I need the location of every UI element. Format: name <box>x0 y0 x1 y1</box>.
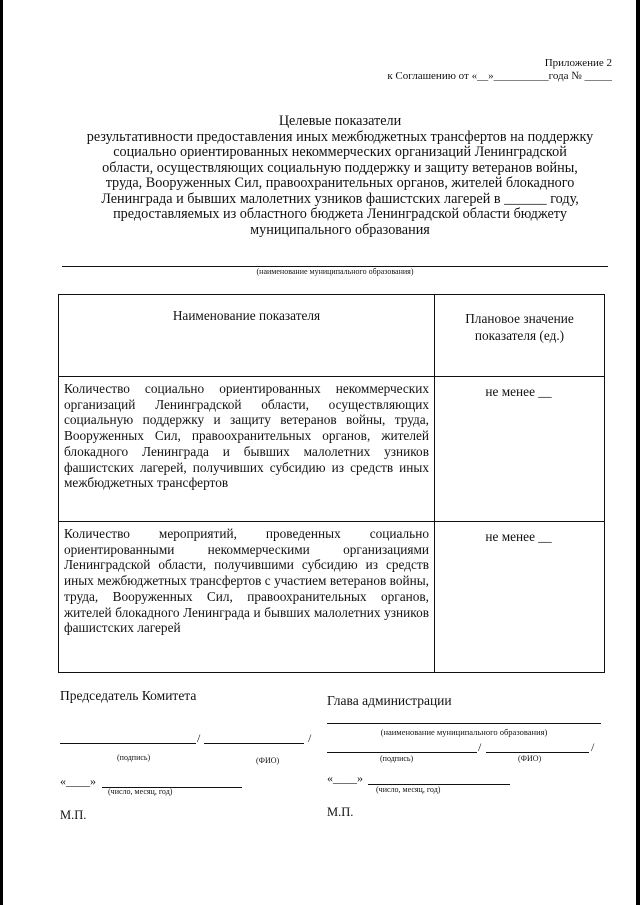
right-fio-caption: (ФИО) <box>518 754 542 763</box>
left-signature-caption: (подпись) <box>117 753 151 762</box>
right-fio-line <box>486 752 589 753</box>
left-seal-label: М.П. <box>60 808 87 822</box>
appendix-header <box>387 57 612 83</box>
appendix-line: Приложение 2 <box>544 57 612 69</box>
left-date-caption: (число, месяц, год) <box>108 787 173 796</box>
title-line: области, осуществляющих социальную поддержку и защиту ветеранов войны, <box>102 159 578 176</box>
table-row <box>59 522 605 673</box>
header-indicator-name: Наименование показателя <box>59 295 435 377</box>
title-line: Ленинграда и бывших малолетних узников фашистских лагерей в ______ году, <box>101 190 579 207</box>
scan-right-edge <box>636 0 640 905</box>
title-line: муниципального образования <box>250 221 430 238</box>
title-line: труда, Вооруженных Сил, правоохранительных органов, жителей блокадного <box>105 175 575 191</box>
agreement-line: к Соглашению от «__»__________года № _____ <box>387 70 612 82</box>
right-signature-line <box>327 752 477 753</box>
committee-chairman-title: Председатель Комитета <box>60 688 197 703</box>
right-signature-caption: (подпись) <box>380 754 414 763</box>
table-header-row <box>59 295 605 377</box>
left-fio-line <box>204 743 304 744</box>
plan-value-cell: не менее __ <box>435 377 605 522</box>
left-separator-slash-end: / <box>308 731 312 745</box>
left-fio-caption: (ФИО) <box>256 756 280 765</box>
left-separator-slash: / <box>197 731 201 745</box>
indicator-name-cell: Количество социально ориентированных некоммерческих организаций Ленинградской области, осуществляющих социальную поддержку и защиту ветеранов войны, труда, Вооруженных Сил, правоохранительных органов, жителей блокадного Ленинграда и бывших малолетних узников фашистских лагерей, получивших субсидию из средств иных межбюджетных трансфертов <box>59 377 435 522</box>
title-line: социально ориентированных некоммерческих организаций Ленинградской <box>113 144 567 160</box>
document-title <box>60 114 620 238</box>
administration-head-title: Глава администрации <box>327 693 452 708</box>
title-line: Целевые показатели <box>278 113 402 129</box>
table-row <box>59 377 605 522</box>
right-date-quote: «____» <box>327 771 363 785</box>
header-plan-value: Плановое значение показателя (ед.) <box>435 295 605 377</box>
right-separator-slash-end: / <box>591 740 595 754</box>
scan-left-edge <box>0 0 3 905</box>
right-municipality-line <box>327 723 601 724</box>
indicator-name-cell: Количество мероприятий, проведенных социально ориентированными некоммерческими организациями Ленинградской области, получившими субсидию из средств иных межбюджетных трансфертов с участием ветеранов войны, труда, Вооруженных Сил, правоохранительных органов, жителей блокадного Ленинграда и бывших малолетних узников фашистских лагерей <box>59 522 435 673</box>
left-date-quote: «____» <box>60 774 96 788</box>
title-line: результативности предоставления иных межбюджетных трансфертов на поддержку <box>86 128 594 145</box>
right-separator-slash: / <box>478 740 482 754</box>
right-municipality-caption: (наименование муниципального образования) <box>380 727 548 737</box>
indicators-table <box>58 294 605 673</box>
plan-value-cell: не менее __ <box>435 522 605 673</box>
right-seal-label: М.П. <box>327 805 354 819</box>
municipality-caption: (наименование муниципального образования) <box>256 267 414 276</box>
right-date-caption: (число, месяц, год) <box>376 785 441 794</box>
title-line: предоставляемых из областного бюджета Ленинградской области бюджету <box>113 206 567 222</box>
left-signature-line <box>60 743 196 744</box>
